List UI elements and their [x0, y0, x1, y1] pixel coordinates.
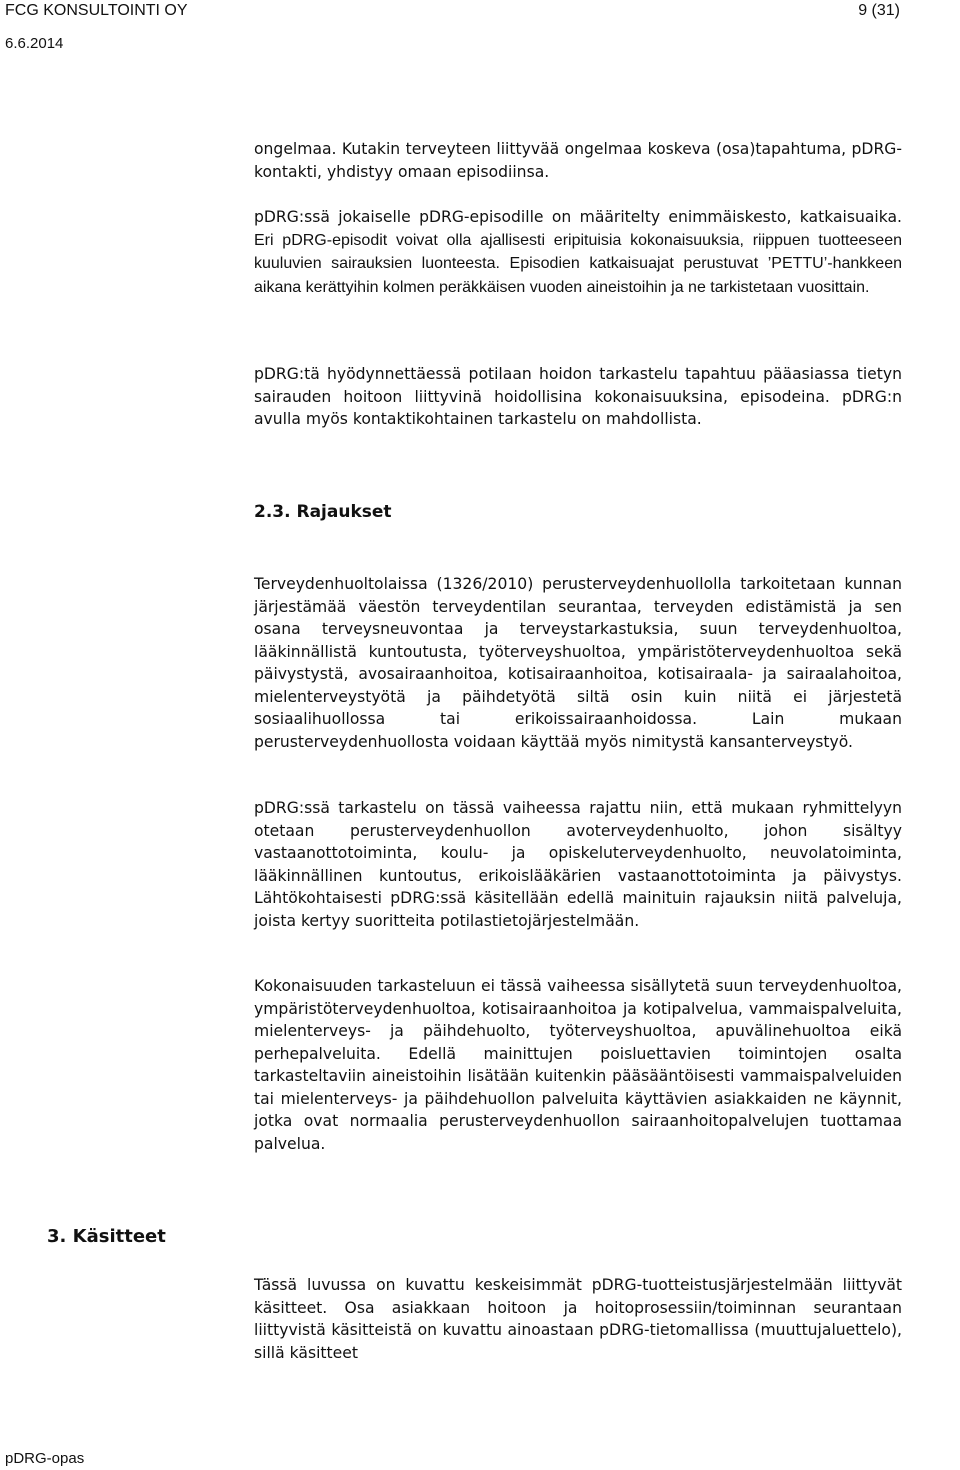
- paragraph-law-definition: Terveydenhuoltolaissa (1326/2010) perusterveydenhuollolla tarkoitetaan kunnan järjestämää väestön terveydentilan seurantaa, terveyden edistämistä ja sen osana terveysneuvontaa ja terveystarkastuksia, suun terveydenhuoltoa, lääkinnällistä kuntoutusta, työterveyshuoltoa, ympäristöterveydenhuoltoa sekä päivystystä, avosairaanhoitoa, kotisairaanhoitoa, kotisairaala- ja sairaalahoitoa, mielenterveystyötä ja päihdetyötä siltä osin kuin niitä ei järjestetä sosiaalihuollossa tai erikoissairaanhoidossa. Lain mukaan perusterveydenhuollosta voidaan käyttää myös nimitystä kansanterveystyö.: [254, 575, 902, 751]
- paragraph-concepts-intro: Tässä luvussa on kuvattu keskeisimmät pDRG-tuotteistusjärjestelmään liittyvät käsitteet. Osa asiakkaan hoitoon ja hoitoprosessiin/toiminnan seurantaan liittyvistä käsitteistä on kuvattu ainoastaan pDRG-tietomallissa (muuttujaluettelo), sillä käsitteet: [254, 1276, 902, 1362]
- paragraph-episode-duration-part2: Eri pDRG-episodit voivat olla ajallisesti eripituisia kokonaisuuksia, riippuen tuotteeseen kuuluvien sairauksien luonteesta. Episodien katkaisuajat perustuvat ’PETTU’-hankkeen aikana kerättyihin kolmen peräkkäisen vuoden aineistoihin ja ne tarkistetaan vuosittain.: [254, 231, 902, 296]
- paragraph-scope: pDRG:ssä tarkastelu on tässä vaiheessa rajattu niin, että mukaan ryhmittelyyn otetaan perusterveydenhuollon avoterveydenhuolto, johon sisältyy vastaanottotoiminta, koulu- ja opiskeluterveydenhuolto, neuvolatoiminta, lääkinnällinen kuntoutus, erikoislääkärien vastaanottotoiminta ja päivystys. Lähtökohtaisesti pDRG:ssä käsitellään edellä mainituin rajauksin niitä palveluja, joista kertyy suoritteita potilastietojärjestelmään.: [254, 799, 902, 930]
- paragraph-episode-duration: [254, 206, 902, 299]
- section-heading-rajaukset: 2.3. Rajaukset: [254, 502, 392, 522]
- paragraph-episode-duration-part1: pDRG:ssä jokaiselle pDRG-episodille on määritelty enimmäiskesto, katkaisuaika.: [254, 208, 902, 226]
- header-date: 6.6.2014: [5, 35, 64, 52]
- footer-label: pDRG-opas: [5, 1450, 85, 1467]
- chapter-heading-kasitteet: 3. Käsitteet: [47, 1226, 166, 1247]
- header-company: FCG KONSULTOINTI OY: [5, 2, 188, 19]
- paragraph-episode-intro: ongelmaa. Kutakin terveyteen liittyvää ongelmaa koskeva (osa)tapahtuma, pDRG-kontakti, yhdistyy omaan episodiinsa.: [254, 140, 902, 181]
- paragraph-episode-usage: pDRG:tä hyödynnettäessä potilaan hoidon tarkastelu tapahtuu pääasiassa tietyn sairauden hoitoon liittyvinä hoidollisina kokonaisuuksina, episodeina. pDRG:n avulla myös kontaktikohtainen tarkastelu on mahdollista.: [254, 365, 902, 428]
- paragraph-exclusions: Kokonaisuuden tarkasteluun ei tässä vaiheessa sisällytetä suun terveydenhuoltoa, ympäristöterveydenhuoltoa, kotisairaanhoitoa ja kotipalvelua, vammaispalveluita, mielenterveys- ja päihdehuolto, työterveyshuoltoa, apuvälinehuoltoa eikä perhepalveluita. Edellä mainittujen poisluettavien toimintojen osalta tarkasteltaviin aineistoihin lisätään kuitenkin pääsääntöisesti vammaispalveluiden tai mielenterveys- ja päihdehuollon palveluita käyttävien asiakkaiden ne käynnit, jotka ovat normaalia perusterveydenhuollon sairaanhoitopalvelujen tuottamaa palvelua.: [254, 977, 902, 1153]
- header-page-number: 9 (31): [858, 2, 900, 19]
